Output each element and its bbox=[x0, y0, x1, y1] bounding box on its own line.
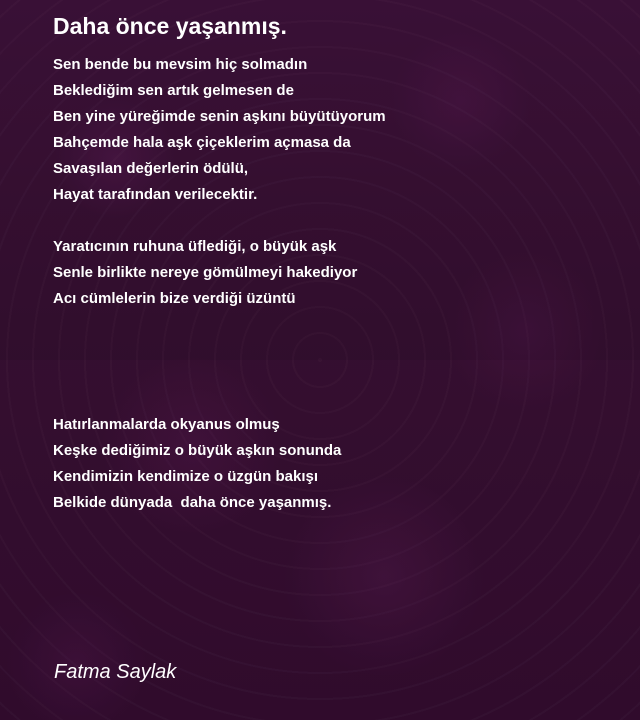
poem-line: Kendimizin kendimize o üzgün bakışı bbox=[53, 468, 319, 485]
poem-line: Keşke dediğimiz o büyük aşkın sonunda bbox=[53, 442, 342, 459]
poem-line: Acı cümlelerin bize verdiği üzüntü bbox=[53, 290, 296, 307]
stanza-2 bbox=[53, 234, 357, 312]
poem-line: Yaratıcının ruhuna üflediği, o büyük aşk bbox=[53, 238, 337, 255]
poem-author: Fatma Saylak bbox=[54, 661, 177, 683]
poem-line: Beklediğim sen artık gelmesen de bbox=[53, 82, 294, 99]
poem-line: Ben yine yüreğimde senin aşkını büyütüyorum bbox=[53, 108, 386, 125]
stanza-3 bbox=[53, 412, 341, 516]
poem-line: Hatırlanmalarda okyanus olmuş bbox=[53, 416, 280, 433]
poem-line: Senle birlikte nereye gömülmeyi hakediyor bbox=[53, 264, 358, 281]
poem-title: Daha önce yaşanmış. bbox=[53, 13, 287, 39]
poem-line: Bahçemde hala aşk çiçeklerim açmasa da bbox=[53, 134, 351, 151]
poem-line: Belkide dünyada daha önce yaşanmış. bbox=[53, 494, 332, 511]
stanza-1 bbox=[53, 52, 386, 208]
poem-line: Hayat tarafından verilecektir. bbox=[53, 186, 258, 203]
poem-line: Sen bende bu mevsim hiç solmadın bbox=[53, 56, 308, 73]
poem-line: Savaşılan değerlerin ödülü, bbox=[53, 160, 249, 177]
